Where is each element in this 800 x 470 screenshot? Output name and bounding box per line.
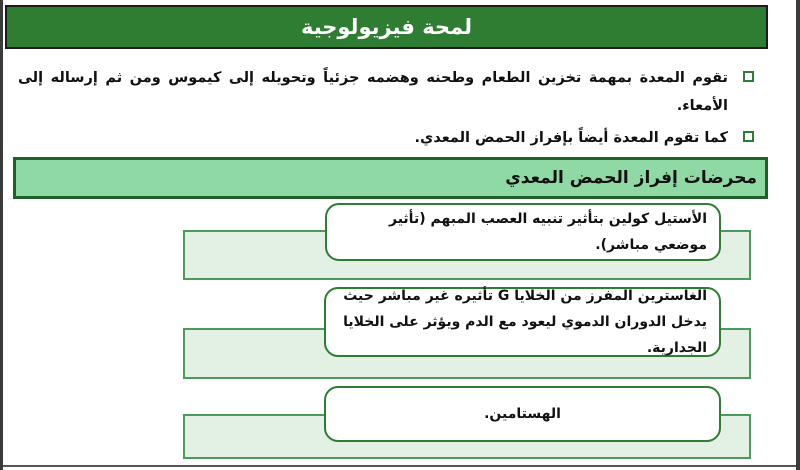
page-title: لمحة فيزيولوجية bbox=[300, 15, 473, 39]
intro-bullets bbox=[18, 64, 756, 152]
intro-bullet-text: تقوم المعدة بمهمة تخزين الطعام وطحنه وهضمه جزئياً وتحويله إلى كيموس ومن ثم إرساله إلى الأمعاء. bbox=[18, 70, 728, 114]
stimulant-card bbox=[324, 386, 721, 442]
stimulant-card bbox=[325, 203, 721, 261]
section-header bbox=[13, 157, 768, 199]
stimulant-text: الأستيل كولين بتأثير تنبيه العصب المبهم (تأثير موضعي مباشر). bbox=[389, 211, 707, 253]
section-title: محرضات إفراز الحمض المعدي bbox=[505, 168, 757, 188]
intro-bullet bbox=[18, 64, 756, 120]
stimulant-text: الغاسترين المفرز من الخلايا G تأثيره غير مباشر حيث يدخل الدوران الدموي ليعود مع الدم ويؤثر على الخلايا الجدارية. bbox=[343, 288, 707, 356]
intro-bullet bbox=[18, 124, 756, 152]
stimulant-card bbox=[324, 287, 721, 357]
left-page-edge bbox=[0, 0, 3, 470]
right-page-edge bbox=[796, 0, 800, 470]
stimulant-text: الهستامين. bbox=[484, 406, 561, 422]
checkbox-bullet-icon bbox=[743, 131, 754, 142]
checkbox-bullet-icon bbox=[743, 71, 754, 82]
bottom-rule bbox=[3, 465, 796, 467]
intro-bullet-text: كما تقوم المعدة أيضاً بإفراز الحمض المعدي. bbox=[414, 130, 728, 146]
title-banner bbox=[5, 5, 768, 49]
